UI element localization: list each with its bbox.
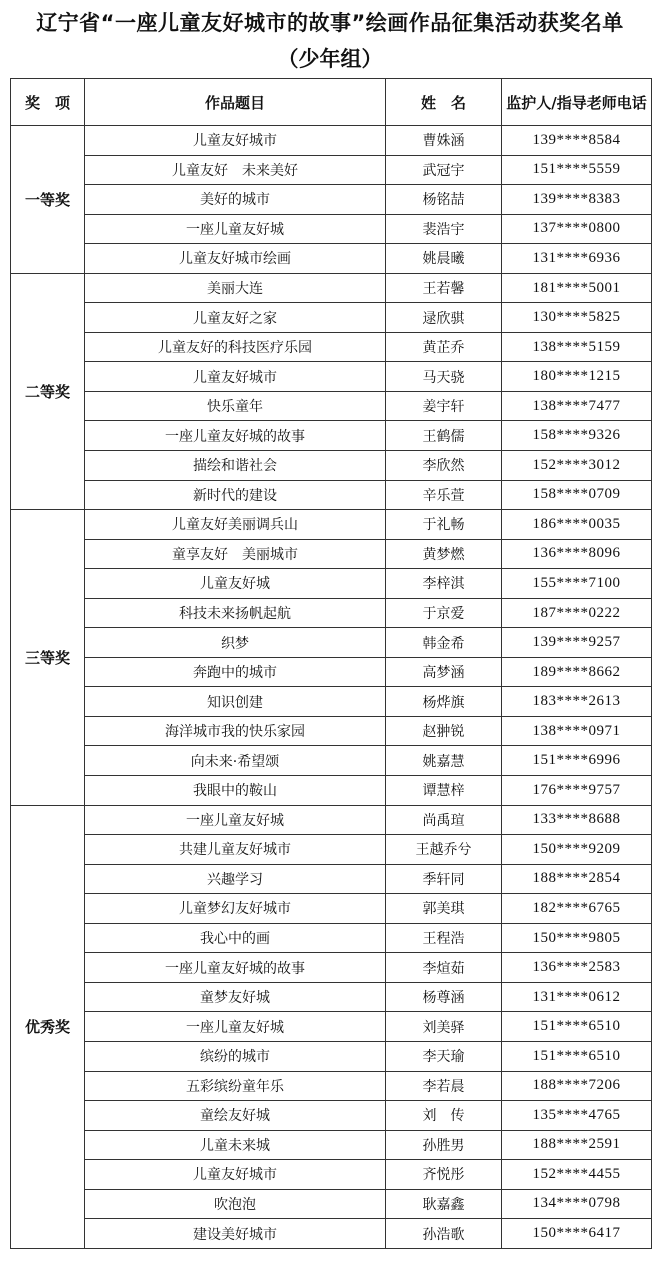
table-row <box>11 628 652 658</box>
table-row <box>11 332 652 362</box>
artwork-title-cell: 儿童友好城 <box>85 569 386 599</box>
student-name-cell: 逯欣骐 <box>386 303 502 333</box>
phone-cell: 151****6996 <box>502 746 652 776</box>
header-award: 奖 项 <box>11 79 85 126</box>
table-row <box>11 214 652 244</box>
phone-cell: 158****9326 <box>502 421 652 451</box>
artwork-title-cell: 童享友好 美丽城市 <box>85 539 386 569</box>
student-name-cell: 刘美驿 <box>386 1012 502 1042</box>
student-name-cell: 郭美琪 <box>386 894 502 924</box>
artwork-title-cell: 儿童友好城市 <box>85 126 386 156</box>
award-level-cell: 三等奖 <box>11 510 85 805</box>
artwork-title-cell: 童绘友好城 <box>85 1101 386 1131</box>
student-name-cell: 姚晨曦 <box>386 244 502 274</box>
table-body <box>11 126 652 1249</box>
artwork-title-cell: 共建儿童友好城市 <box>85 835 386 865</box>
phone-cell: 150****6417 <box>502 1219 652 1249</box>
artwork-title-cell: 缤纷的城市 <box>85 1041 386 1071</box>
artwork-title-cell: 一座儿童友好城 <box>85 1012 386 1042</box>
student-name-cell: 杨烨旗 <box>386 687 502 717</box>
table-row <box>11 480 652 510</box>
phone-cell: 136****2583 <box>502 953 652 983</box>
student-name-cell: 辛乐萱 <box>386 480 502 510</box>
phone-cell: 139****9257 <box>502 628 652 658</box>
phone-cell: 137****0800 <box>502 214 652 244</box>
artwork-title-cell: 儿童友好的科技医疗乐园 <box>85 332 386 362</box>
table-header-row <box>11 79 652 126</box>
student-name-cell: 齐悦彤 <box>386 1160 502 1190</box>
phone-cell: 188****7206 <box>502 1071 652 1101</box>
table-row <box>11 303 652 333</box>
phone-cell: 131****0612 <box>502 982 652 1012</box>
artwork-title-cell: 美丽大连 <box>85 273 386 303</box>
student-name-cell: 王程浩 <box>386 923 502 953</box>
phone-cell: 186****0035 <box>502 510 652 540</box>
award-level-cell: 优秀奖 <box>11 805 85 1248</box>
header-title: 作品题目 <box>85 79 386 126</box>
student-name-cell: 孙浩歌 <box>386 1219 502 1249</box>
student-name-cell: 裴浩宇 <box>386 214 502 244</box>
student-name-cell: 尚禹瑄 <box>386 805 502 835</box>
student-name-cell: 高梦涵 <box>386 657 502 687</box>
phone-cell: 136****8096 <box>502 539 652 569</box>
student-name-cell: 刘 传 <box>386 1101 502 1131</box>
phone-cell: 188****2591 <box>502 1130 652 1160</box>
artwork-title-cell: 织梦 <box>85 628 386 658</box>
artwork-title-cell: 一座儿童友好城的故事 <box>85 953 386 983</box>
phone-cell: 176****9757 <box>502 776 652 806</box>
table-row <box>11 362 652 392</box>
artwork-title-cell: 科技未来扬帆起航 <box>85 598 386 628</box>
artwork-title-cell: 奔跑中的城市 <box>85 657 386 687</box>
artwork-title-cell: 儿童未来城 <box>85 1130 386 1160</box>
student-name-cell: 谭慧梓 <box>386 776 502 806</box>
artwork-title-cell: 我心中的画 <box>85 923 386 953</box>
student-name-cell: 李天瑜 <box>386 1041 502 1071</box>
phone-cell: 151****6510 <box>502 1012 652 1042</box>
student-name-cell: 杨尊涵 <box>386 982 502 1012</box>
phone-cell: 150****9209 <box>502 835 652 865</box>
artwork-title-cell: 一座儿童友好城 <box>85 214 386 244</box>
phone-cell: 139****8584 <box>502 126 652 156</box>
student-name-cell: 季轩同 <box>386 864 502 894</box>
phone-cell: 138****0971 <box>502 716 652 746</box>
student-name-cell: 黄梦燃 <box>386 539 502 569</box>
page-title: 辽宁省“一座儿童友好城市的故事”绘画作品征集活动获奖名单 <box>36 11 624 35</box>
table-row <box>11 776 652 806</box>
phone-cell: 188****2854 <box>502 864 652 894</box>
artwork-title-cell: 童梦友好城 <box>85 982 386 1012</box>
artwork-title-cell: 我眼中的鞍山 <box>85 776 386 806</box>
table-row <box>11 923 652 953</box>
phone-cell: 187****0222 <box>502 598 652 628</box>
student-name-cell: 武冠宇 <box>386 155 502 185</box>
table-row <box>11 746 652 776</box>
table-row <box>11 391 652 421</box>
artwork-title-cell: 新时代的建设 <box>85 480 386 510</box>
student-name-cell: 曹姝涵 <box>386 126 502 156</box>
student-name-cell: 姚嘉慧 <box>386 746 502 776</box>
page-subtitle: （少年组） <box>277 47 383 71</box>
phone-cell: 131****6936 <box>502 244 652 274</box>
student-name-cell: 赵翀锐 <box>386 716 502 746</box>
artwork-title-cell: 建设美好城市 <box>85 1219 386 1249</box>
table-row <box>11 421 652 451</box>
table-row <box>11 1189 652 1219</box>
student-name-cell: 孙胜男 <box>386 1130 502 1160</box>
student-name-cell: 于京爱 <box>386 598 502 628</box>
table-row <box>11 716 652 746</box>
student-name-cell: 韩金希 <box>386 628 502 658</box>
table-row <box>11 953 652 983</box>
table-row <box>11 805 652 835</box>
student-name-cell: 李欣然 <box>386 451 502 481</box>
award-level-cell: 一等奖 <box>11 126 85 274</box>
table-row <box>11 244 652 274</box>
table-row <box>11 1101 652 1131</box>
student-name-cell: 姜宇轩 <box>386 391 502 421</box>
student-name-cell: 李梓淇 <box>386 569 502 599</box>
phone-cell: 138****7477 <box>502 391 652 421</box>
artwork-title-cell: 儿童友好城市 <box>85 1160 386 1190</box>
table-row <box>11 864 652 894</box>
phone-cell: 158****0709 <box>502 480 652 510</box>
student-name-cell: 王鹤儒 <box>386 421 502 451</box>
table-row <box>11 510 652 540</box>
table-row <box>11 835 652 865</box>
artwork-title-cell: 儿童友好美丽调兵山 <box>85 510 386 540</box>
phone-cell: 180****1215 <box>502 362 652 392</box>
table-row <box>11 1130 652 1160</box>
artwork-title-cell: 美好的城市 <box>85 185 386 215</box>
table-row <box>11 1041 652 1071</box>
table-row <box>11 1012 652 1042</box>
student-name-cell: 王越乔兮 <box>386 835 502 865</box>
phone-cell: 138****5159 <box>502 332 652 362</box>
table-row <box>11 273 652 303</box>
header-phone: 监护人/指导老师电话 <box>502 79 652 126</box>
artwork-title-cell: 一座儿童友好城 <box>85 805 386 835</box>
table-row <box>11 1071 652 1101</box>
phone-cell: 151****6510 <box>502 1041 652 1071</box>
table-row <box>11 982 652 1012</box>
phone-cell: 182****6765 <box>502 894 652 924</box>
table-row <box>11 1160 652 1190</box>
table-row <box>11 451 652 481</box>
phone-cell: 150****9805 <box>502 923 652 953</box>
table-row <box>11 185 652 215</box>
phone-cell: 133****8688 <box>502 805 652 835</box>
artwork-title-cell: 一座儿童友好城的故事 <box>85 421 386 451</box>
artwork-title-cell: 儿童友好 未来美好 <box>85 155 386 185</box>
phone-cell: 181****5001 <box>502 273 652 303</box>
phone-cell: 183****2613 <box>502 687 652 717</box>
artwork-title-cell: 儿童友好城市 <box>85 362 386 392</box>
artwork-title-cell: 儿童友好城市绘画 <box>85 244 386 274</box>
phone-cell: 152****3012 <box>502 451 652 481</box>
phone-cell: 155****7100 <box>502 569 652 599</box>
artwork-title-cell: 兴趣学习 <box>85 864 386 894</box>
artwork-title-cell: 快乐童年 <box>85 391 386 421</box>
student-name-cell: 于礼畅 <box>386 510 502 540</box>
table-row <box>11 894 652 924</box>
artwork-title-cell: 海洋城市我的快乐家园 <box>85 716 386 746</box>
phone-cell: 139****8383 <box>502 185 652 215</box>
artwork-title-cell: 吹泡泡 <box>85 1189 386 1219</box>
table-row <box>11 569 652 599</box>
artwork-title-cell: 儿童友好之家 <box>85 303 386 333</box>
artwork-title-cell: 向未来·希望颂 <box>85 746 386 776</box>
student-name-cell: 黄芷乔 <box>386 332 502 362</box>
table-row <box>11 126 652 156</box>
table-row <box>11 687 652 717</box>
student-name-cell: 王若馨 <box>386 273 502 303</box>
table-row <box>11 1219 652 1249</box>
artwork-title-cell: 知识创建 <box>85 687 386 717</box>
artwork-title-cell: 五彩缤纷童年乐 <box>85 1071 386 1101</box>
student-name-cell: 马天骁 <box>386 362 502 392</box>
student-name-cell: 李煊茹 <box>386 953 502 983</box>
table-row <box>11 155 652 185</box>
student-name-cell: 李若晨 <box>386 1071 502 1101</box>
award-level-cell: 二等奖 <box>11 273 85 509</box>
student-name-cell: 杨铭喆 <box>386 185 502 215</box>
phone-cell: 151****5559 <box>502 155 652 185</box>
table-row <box>11 657 652 687</box>
table-row <box>11 598 652 628</box>
student-name-cell: 耿嘉鑫 <box>386 1189 502 1219</box>
award-table <box>10 78 652 1249</box>
table-row <box>11 539 652 569</box>
phone-cell: 134****0798 <box>502 1189 652 1219</box>
phone-cell: 130****5825 <box>502 303 652 333</box>
artwork-title-cell: 儿童梦幻友好城市 <box>85 894 386 924</box>
phone-cell: 135****4765 <box>502 1101 652 1131</box>
header-name: 姓 名 <box>386 79 502 126</box>
phone-cell: 152****4455 <box>502 1160 652 1190</box>
phone-cell: 189****8662 <box>502 657 652 687</box>
artwork-title-cell: 描绘和谐社会 <box>85 451 386 481</box>
